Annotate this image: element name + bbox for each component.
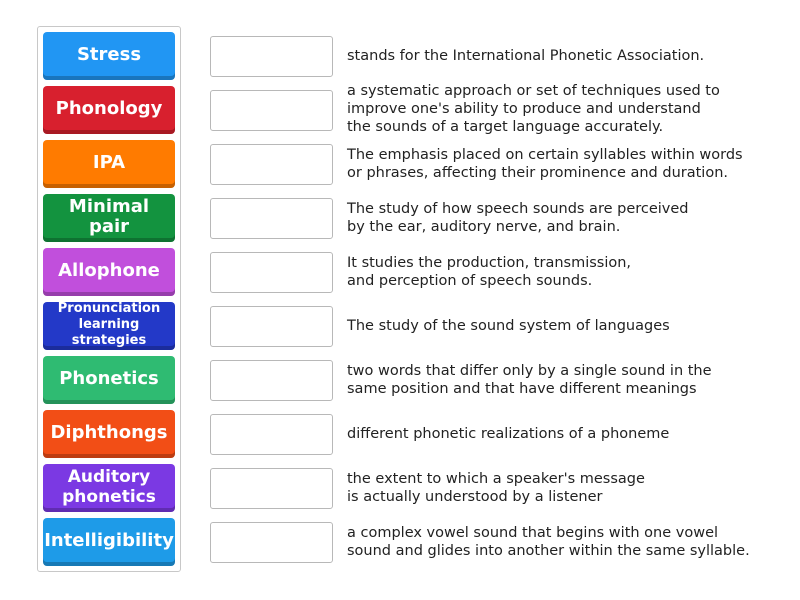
term-tile-phonology[interactable]: Phonology	[43, 86, 175, 134]
answer-drop-box[interactable]	[210, 468, 333, 509]
term-tile-phonetics[interactable]: Phonetics	[43, 356, 175, 404]
definition-text: two words that differ only by a single sound in the same position and that have different meanings	[347, 363, 712, 397]
definition-text: The study of how speech sounds are perceived by the ear, auditory nerve, and brain.	[347, 201, 689, 235]
answer-drop-box[interactable]	[210, 414, 333, 455]
answer-drop-box[interactable]	[210, 144, 333, 185]
answer-drop-box[interactable]	[210, 522, 333, 563]
answer-drop-box[interactable]	[210, 360, 333, 401]
definition-text: The study of the sound system of languages	[347, 318, 670, 334]
answer-drop-box[interactable]	[210, 36, 333, 77]
definition-text: a complex vowel sound that begins with one vowel sound and glides into another within the same syllable.	[347, 525, 750, 559]
definition-text: a systematic approach or set of techniques used to improve one's ability to produce and understand the sounds of a target language accurately.	[347, 83, 720, 135]
term-tile-stress[interactable]: Stress	[43, 32, 175, 80]
definition-text: different phonetic realizations of a phoneme	[347, 426, 670, 442]
term-tile-ipa[interactable]: IPA	[43, 140, 175, 188]
definition-text: stands for the International Phonetic Association.	[347, 48, 705, 64]
term-tile-auditory-phonetics[interactable]: Auditory phonetics	[43, 464, 175, 512]
term-tile-pronunciation-learning-strategies[interactable]: Pronunciation learning strategies	[43, 302, 175, 350]
answer-drop-box[interactable]	[210, 252, 333, 293]
answer-drop-box[interactable]	[210, 198, 333, 239]
definition-text: the extent to which a speaker's message is actually understood by a listener	[347, 471, 645, 505]
answer-drop-box[interactable]	[210, 90, 333, 131]
definition-text: The emphasis placed on certain syllables within words or phrases, affecting their prominence and duration.	[347, 147, 743, 181]
term-tile-diphthongs[interactable]: Diphthongs	[43, 410, 175, 458]
term-tile-minimal-pair[interactable]: Minimal pair	[43, 194, 175, 242]
answer-drop-box[interactable]	[210, 306, 333, 347]
term-tile-allophone[interactable]: Allophone	[43, 248, 175, 296]
term-tile-intelligibility[interactable]: Intelligibility	[43, 518, 175, 566]
definition-text: It studies the production, transmission, and perception of speech sounds.	[347, 255, 632, 289]
